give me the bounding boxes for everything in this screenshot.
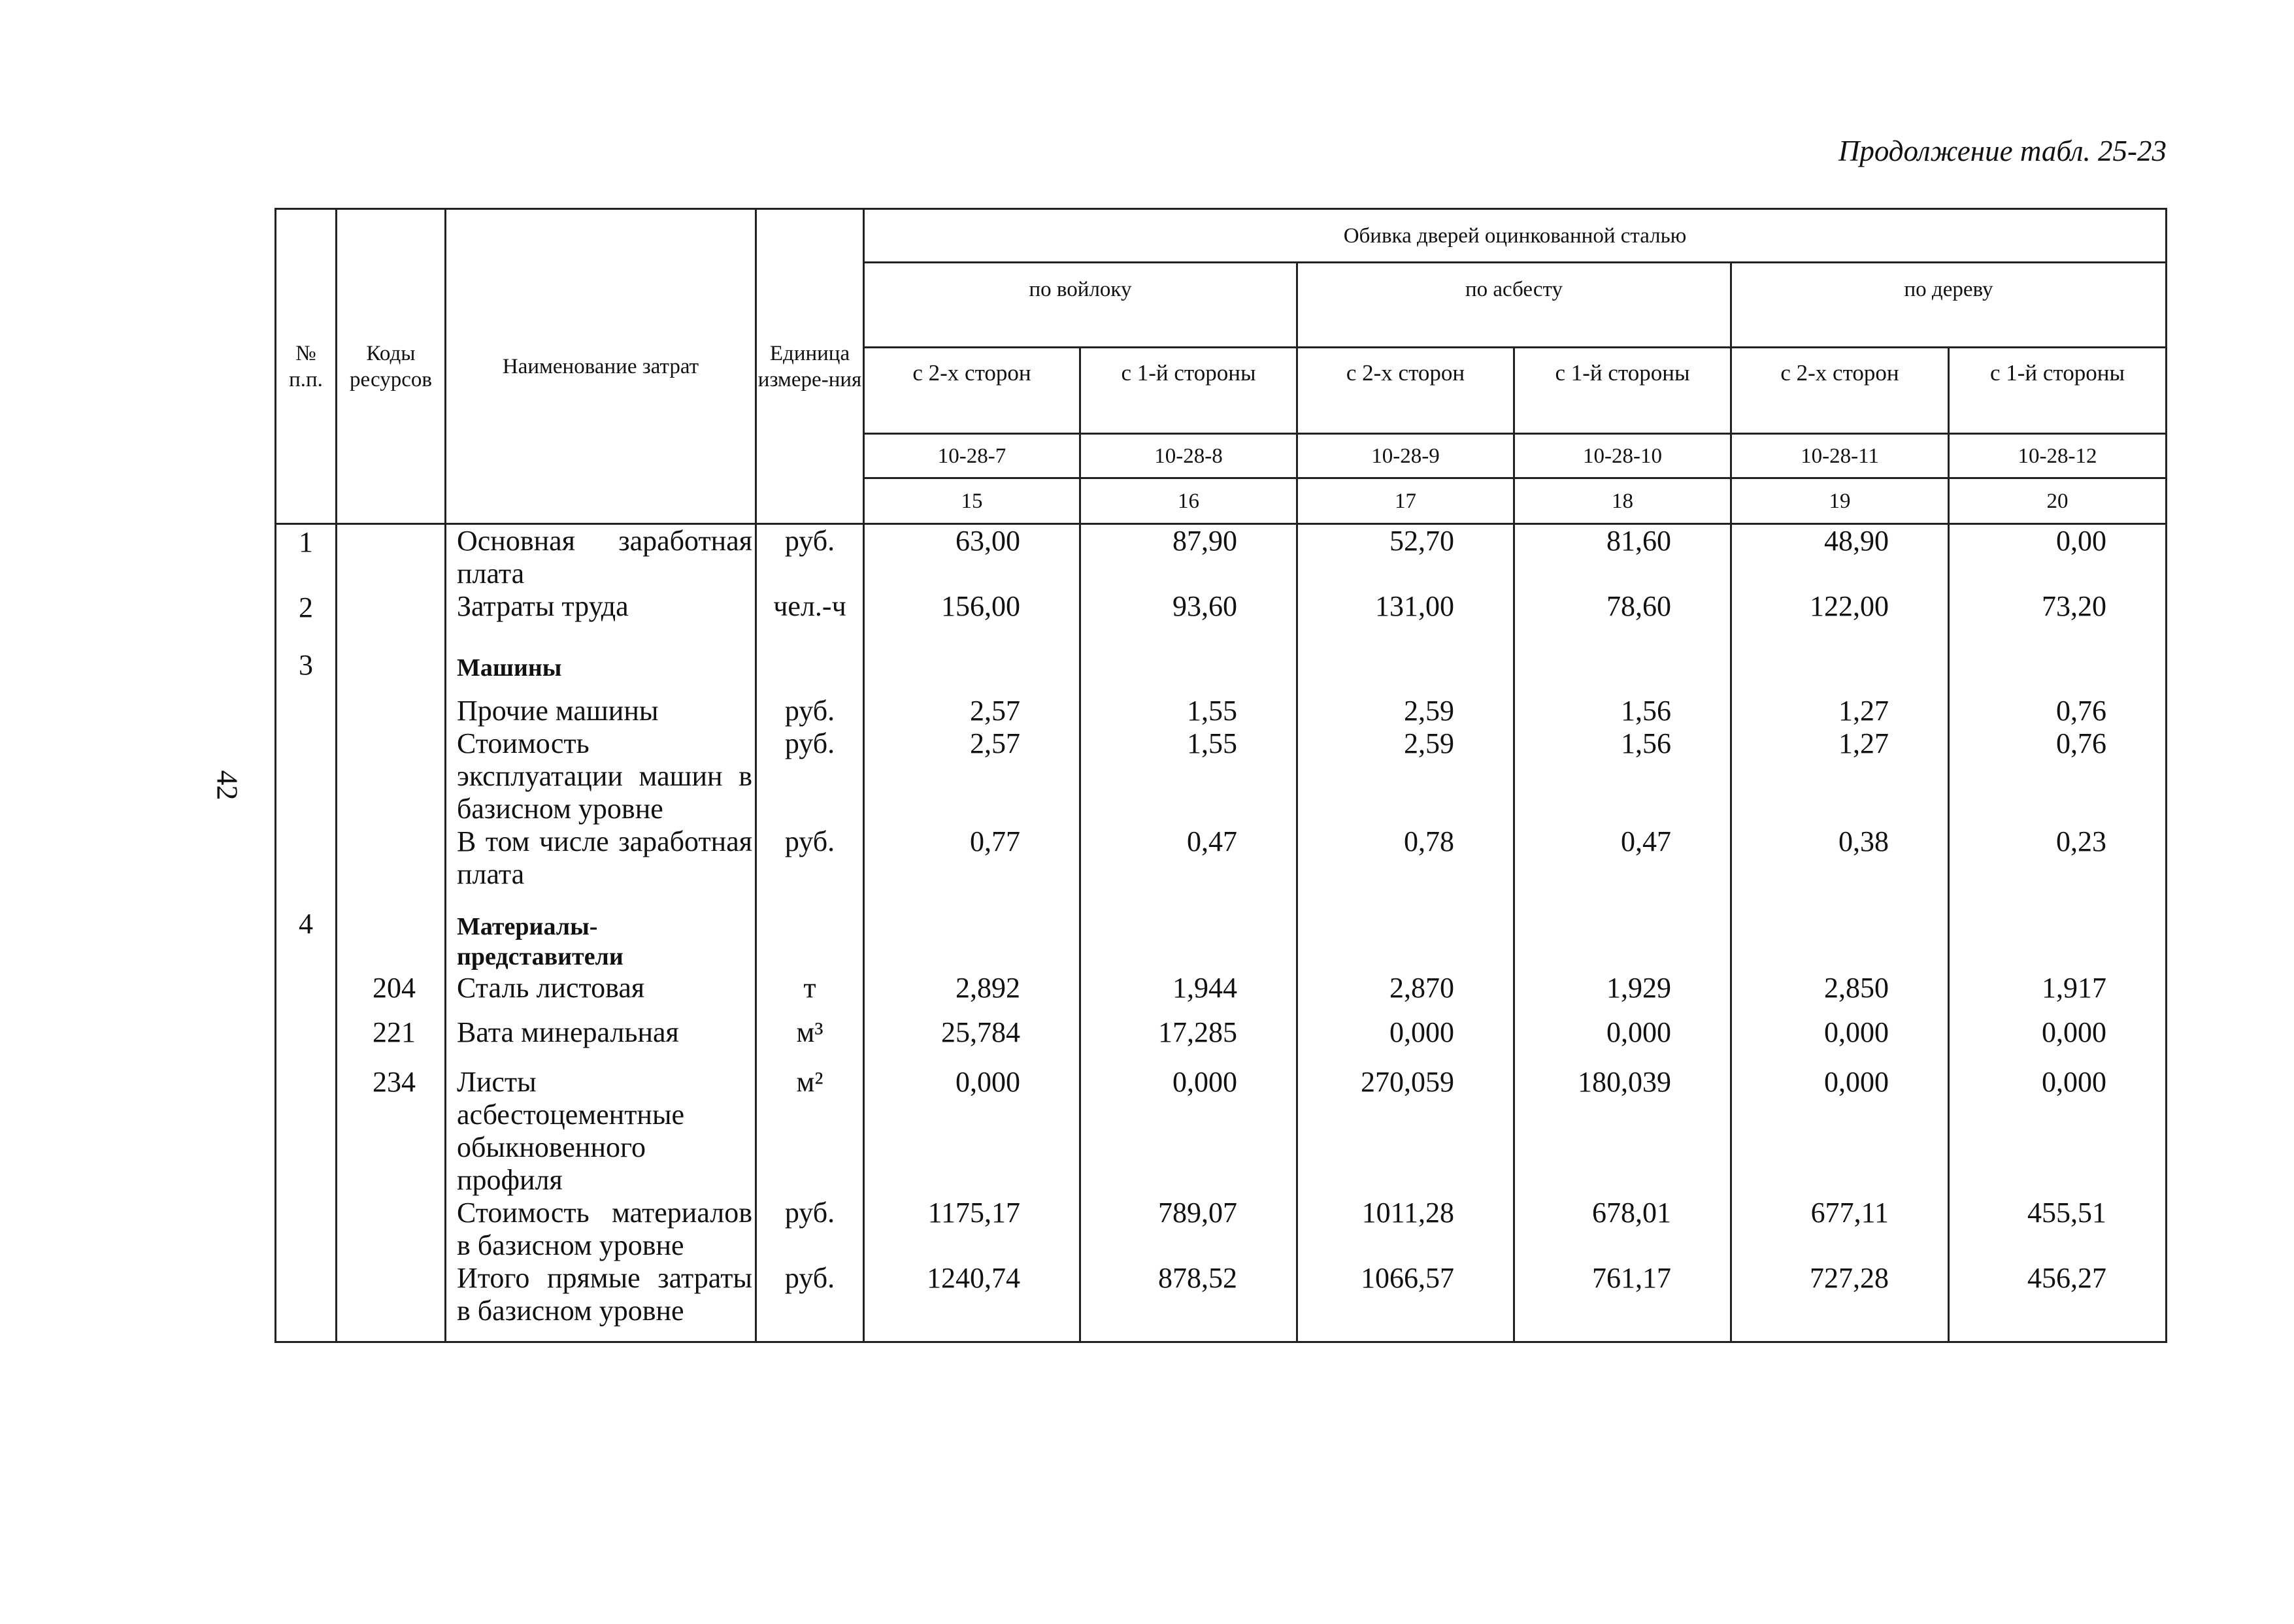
side-header: с 2-х сторон (864, 348, 1080, 434)
value-cell (1514, 648, 1731, 695)
value-cell: 78,60 (1514, 590, 1731, 648)
value-cell (1731, 648, 1949, 695)
value-cell (1297, 906, 1514, 972)
unit: руб. (756, 1197, 864, 1262)
unit (756, 648, 864, 695)
value-cell: 0,47 (1514, 825, 1731, 906)
unit: т (756, 972, 864, 1016)
value-cell: 48,90 (1731, 524, 1949, 591)
value-cell (1080, 906, 1297, 972)
side-header: с 1-й стороны (1080, 348, 1297, 434)
row-number (276, 695, 337, 727)
table-row (276, 1066, 2167, 1197)
cost-name: Стоимость эксплуатации машин в базисном уровне (446, 727, 756, 825)
resource-code (337, 1262, 446, 1342)
value-cell: 81,60 (1514, 524, 1731, 591)
value-cell: 0,00 (1949, 524, 2167, 591)
group-wood: по дереву (1731, 263, 2167, 348)
value-cell: 73,20 (1949, 590, 2167, 648)
value-cell: 0,38 (1731, 825, 1949, 906)
value-cell (1514, 906, 1731, 972)
value-cell: 456,27 (1949, 1262, 2167, 1342)
value-cell (864, 648, 1080, 695)
unit: руб. (756, 695, 864, 727)
group-asbestos: по асбесту (1297, 263, 1731, 348)
cost-name: Основная заработная плата (446, 524, 756, 591)
value-cell: 727,28 (1731, 1262, 1949, 1342)
resource-code (337, 727, 446, 825)
group-title: Обивка дверей оцинкованной сталью (864, 209, 2167, 263)
norm-code: 10-28-7 (864, 434, 1080, 478)
value-cell (864, 906, 1080, 972)
group-felt: по войлоку (864, 263, 1297, 348)
row-number (276, 1262, 337, 1342)
side-header: с 1-й стороны (1514, 348, 1731, 434)
value-cell: 270,059 (1297, 1066, 1514, 1197)
value-cell: 0,76 (1949, 727, 2167, 825)
column-number: 18 (1514, 478, 1731, 524)
table-row (276, 524, 2167, 591)
value-cell: 1,929 (1514, 972, 1731, 1016)
table-row (276, 972, 2167, 1016)
value-cell: 1,55 (1080, 727, 1297, 825)
resource-code (337, 695, 446, 727)
value-cell: 156,00 (864, 590, 1080, 648)
unit: руб. (756, 727, 864, 825)
value-cell: 1,27 (1731, 695, 1949, 727)
value-cell: 0,000 (1514, 1016, 1731, 1066)
value-cell: 789,07 (1080, 1197, 1297, 1262)
cost-name: Материалы-представители (446, 906, 756, 972)
norm-code: 10-28-12 (1949, 434, 2167, 478)
cost-name: Итого прямые затраты в базисном уровне (446, 1262, 756, 1342)
value-cell (1949, 648, 2167, 695)
value-cell: 677,11 (1731, 1197, 1949, 1262)
cost-name: Вата минеральная (446, 1016, 756, 1066)
value-cell: 2,870 (1297, 972, 1514, 1016)
norm-code: 10-28-8 (1080, 434, 1297, 478)
value-cell: 1,27 (1731, 727, 1949, 825)
value-cell: 878,52 (1080, 1262, 1297, 1342)
table-row (276, 825, 2167, 906)
value-cell: 17,285 (1080, 1016, 1297, 1066)
row-number: 3 (276, 648, 337, 695)
value-cell: 52,70 (1297, 524, 1514, 591)
table-row (276, 1016, 2167, 1066)
value-cell: 0,000 (1731, 1016, 1949, 1066)
value-cell: 0,000 (1731, 1066, 1949, 1197)
page-number: 42 (210, 770, 244, 801)
unit: руб. (756, 524, 864, 591)
value-cell: 0,23 (1949, 825, 2167, 906)
value-cell: 122,00 (1731, 590, 1949, 648)
table-row (276, 727, 2167, 825)
value-cell: 25,784 (864, 1016, 1080, 1066)
value-cell: 455,51 (1949, 1197, 2167, 1262)
value-cell: 0,000 (864, 1066, 1080, 1197)
row-number: 4 (276, 906, 337, 972)
value-cell: 131,00 (1297, 590, 1514, 648)
column-number: 16 (1080, 478, 1297, 524)
value-cell: 1,55 (1080, 695, 1297, 727)
row-number (276, 1066, 337, 1197)
column-number: 19 (1731, 478, 1949, 524)
resource-code (337, 590, 446, 648)
table-caption: Продолжение табл. 25-23 (1838, 135, 2167, 167)
value-cell: 0,76 (1949, 695, 2167, 727)
table-row (276, 590, 2167, 648)
value-cell: 0,78 (1297, 825, 1514, 906)
table-row (276, 1197, 2167, 1262)
unit: чел.-ч (756, 590, 864, 648)
norm-code: 10-28-9 (1297, 434, 1514, 478)
col-codes-header: Коды ресурсов (337, 209, 446, 524)
value-cell: 1066,57 (1297, 1262, 1514, 1342)
value-cell: 180,039 (1514, 1066, 1731, 1197)
table-row (276, 695, 2167, 727)
value-cell: 1,917 (1949, 972, 2167, 1016)
row-number: 1 (276, 524, 337, 591)
value-cell (1080, 648, 1297, 695)
value-cell: 2,892 (864, 972, 1080, 1016)
value-cell: 1240,74 (864, 1262, 1080, 1342)
column-number: 20 (1949, 478, 2167, 524)
norm-code: 10-28-10 (1514, 434, 1731, 478)
value-cell: 0,47 (1080, 825, 1297, 906)
value-cell: 2,57 (864, 695, 1080, 727)
value-cell: 678,01 (1514, 1197, 1731, 1262)
value-cell: 0,000 (1949, 1066, 2167, 1197)
unit (756, 906, 864, 972)
col-name-header: Наименование затрат (446, 209, 756, 524)
col-unit-header: Единица измере-ния (756, 209, 864, 524)
value-cell: 761,17 (1514, 1262, 1731, 1342)
value-cell: 63,00 (864, 524, 1080, 591)
column-number: 15 (864, 478, 1080, 524)
table-row (276, 648, 2167, 695)
resource-code: 221 (337, 1016, 446, 1066)
norm-code: 10-28-11 (1731, 434, 1949, 478)
row-number (276, 727, 337, 825)
row-number (276, 1197, 337, 1262)
cost-name: Листы асбестоцементные обыкновенного профиля (446, 1066, 756, 1197)
cost-name: Сталь листовая (446, 972, 756, 1016)
value-cell: 2,59 (1297, 695, 1514, 727)
value-cell: 2,57 (864, 727, 1080, 825)
value-cell: 2,850 (1731, 972, 1949, 1016)
side-header: с 2-х сторон (1297, 348, 1514, 434)
value-cell: 1,56 (1514, 695, 1731, 727)
value-cell: 0,000 (1949, 1016, 2167, 1066)
value-cell: 1,56 (1514, 727, 1731, 825)
cost-name: В том числе заработная плата (446, 825, 756, 906)
value-cell: 87,90 (1080, 524, 1297, 591)
value-cell: 2,59 (1297, 727, 1514, 825)
row-number (276, 972, 337, 1016)
resource-code (337, 524, 446, 591)
value-cell: 1,944 (1080, 972, 1297, 1016)
value-cell: 93,60 (1080, 590, 1297, 648)
cost-name: Прочие машины (446, 695, 756, 727)
value-cell: 0,77 (864, 825, 1080, 906)
row-number: 2 (276, 590, 337, 648)
col-no-header: № п.п. (276, 209, 337, 524)
resource-code: 204 (337, 972, 446, 1016)
unit: руб. (756, 1262, 864, 1342)
resource-code (337, 906, 446, 972)
value-cell (1731, 906, 1949, 972)
cost-name: Машины (446, 648, 756, 695)
side-header: с 1-й стороны (1949, 348, 2167, 434)
value-cell: 1175,17 (864, 1197, 1080, 1262)
value-cell: 0,000 (1297, 1016, 1514, 1066)
unit: м² (756, 1066, 864, 1197)
resource-code: 234 (337, 1066, 446, 1197)
column-number: 17 (1297, 478, 1514, 524)
row-number (276, 1016, 337, 1066)
table-row (276, 906, 2167, 972)
value-cell (1949, 906, 2167, 972)
value-cell (1297, 648, 1514, 695)
cost-table (274, 208, 2167, 1343)
side-header: с 2-х сторон (1731, 348, 1949, 434)
value-cell: 1011,28 (1297, 1197, 1514, 1262)
unit: руб. (756, 825, 864, 906)
value-cell: 0,000 (1080, 1066, 1297, 1197)
resource-code (337, 825, 446, 906)
cost-name: Затраты труда (446, 590, 756, 648)
row-number (276, 825, 337, 906)
table-row (276, 1262, 2167, 1342)
resource-code (337, 648, 446, 695)
cost-name: Стоимость материалов в базисном уровне (446, 1197, 756, 1262)
resource-code (337, 1197, 446, 1262)
unit: м³ (756, 1016, 864, 1066)
